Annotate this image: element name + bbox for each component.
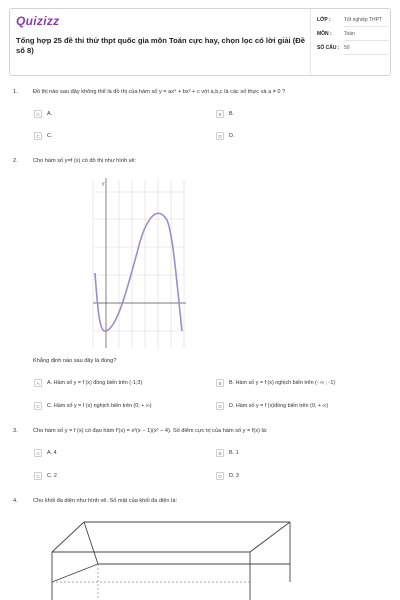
option-text: A. Hàm số y = f (x) đồng biến trên (-1;3): [47, 380, 143, 386]
q3-option-b[interactable]: [216, 449, 239, 457]
option-letter-box: C: [34, 402, 42, 410]
q2-prompt: Khẳng định nào sau đây là đúng?: [33, 358, 117, 364]
q3-option-a[interactable]: [34, 449, 57, 457]
option-text: C. 2: [47, 473, 57, 479]
question-number: 4.: [13, 498, 18, 504]
meta-subject-label: MÔN :: [317, 31, 332, 37]
option-letter-box: D: [216, 132, 224, 140]
question-text: Đồ thị nào sau đây không thể là đồ thị của hàm số y = ax⁴ + bx² + c với a,b,c là các số thực và a ≠ 0 ?: [33, 89, 286, 95]
question-number: 3.: [13, 428, 18, 434]
option-text: A.: [47, 111, 53, 117]
option-letter-box: A: [34, 110, 42, 118]
option-letter-box: A: [34, 449, 42, 457]
q2-option-b[interactable]: [216, 379, 335, 387]
option-text: A. 4: [47, 450, 57, 456]
option-text: B.: [229, 111, 235, 117]
y-axis-label: y: [102, 181, 105, 187]
meta-grade: [317, 17, 389, 27]
q2-option-c[interactable]: [34, 402, 152, 410]
meta-subject-value: Toán: [344, 31, 389, 41]
option-letter-box: C: [34, 132, 42, 140]
question-text: Cho khối đa diện như hình vẽ. Số mặt của khối đa diện là:: [33, 498, 177, 504]
worksheet-header: [9, 8, 391, 76]
option-text: D.: [229, 133, 235, 139]
q1-option-b[interactable]: [216, 110, 234, 118]
polyhedron-edges: [52, 522, 290, 600]
question-text: Cho hàm số y=f (x) có đồ thị như hình vẽ:: [33, 158, 137, 164]
meta-subject: [317, 31, 389, 41]
q2-option-a[interactable]: [34, 379, 142, 387]
meta-count-value: 50: [344, 45, 389, 55]
quizizz-logo: Quizizz: [16, 14, 60, 28]
worksheet-meta: [317, 17, 389, 59]
option-letter-box: B: [216, 379, 224, 387]
q3-option-d[interactable]: [216, 472, 239, 480]
question-number: 1.: [13, 89, 18, 95]
q1-option-a[interactable]: [34, 110, 52, 118]
option-text: D. Hàm số y = f (x)đồng biến trên (0; + ∞): [229, 403, 329, 409]
option-text: D. 3: [229, 473, 239, 479]
option-text: B. 1: [229, 450, 239, 456]
meta-count-label: SỐ CÂU :: [317, 45, 340, 51]
q2-option-d[interactable]: [216, 402, 328, 410]
option-text: C. Hàm số y = f (x) nghịch biến trên (0; + ∞): [47, 403, 152, 409]
polyhedron-figure: [40, 512, 360, 600]
question-text: Cho hàm số y = f (x) có đạo hàm f′(x) = x²(x − 1)(x² − 4). Số điểm cực trị của hàm số y = f(x) là:: [33, 428, 268, 434]
question-number: 2.: [13, 158, 18, 164]
q3-option-c[interactable]: [34, 472, 57, 480]
polyhedron-hidden-edges: [52, 564, 250, 600]
option-letter-box: B: [216, 110, 224, 118]
option-text: B. Hàm số y = f (x) nghịch biến trên (- ∞ ; -1): [229, 380, 336, 386]
worksheet-title: Tổng hợp 25 đề thi thử thpt quốc gia môn Toán cực hay, chọn lọc có lời giải (Đề số 8): [16, 36, 305, 55]
meta-grade-value: Tốt nghiệp THPT: [344, 17, 389, 27]
option-text: C.: [47, 133, 53, 139]
header-divider: [310, 9, 311, 75]
option-letter-box: B: [216, 449, 224, 457]
q1-option-d[interactable]: [216, 132, 234, 140]
option-letter-box: A: [34, 379, 42, 387]
function-graph: [90, 175, 190, 350]
meta-grade-label: LỚP :: [317, 17, 331, 23]
meta-count: [317, 45, 389, 55]
option-letter-box: D: [216, 472, 224, 480]
option-letter-box: C: [34, 472, 42, 480]
q1-option-c[interactable]: [34, 132, 52, 140]
function-curve: [95, 213, 182, 331]
option-letter-box: D: [216, 402, 224, 410]
graph-grid: [93, 180, 184, 348]
